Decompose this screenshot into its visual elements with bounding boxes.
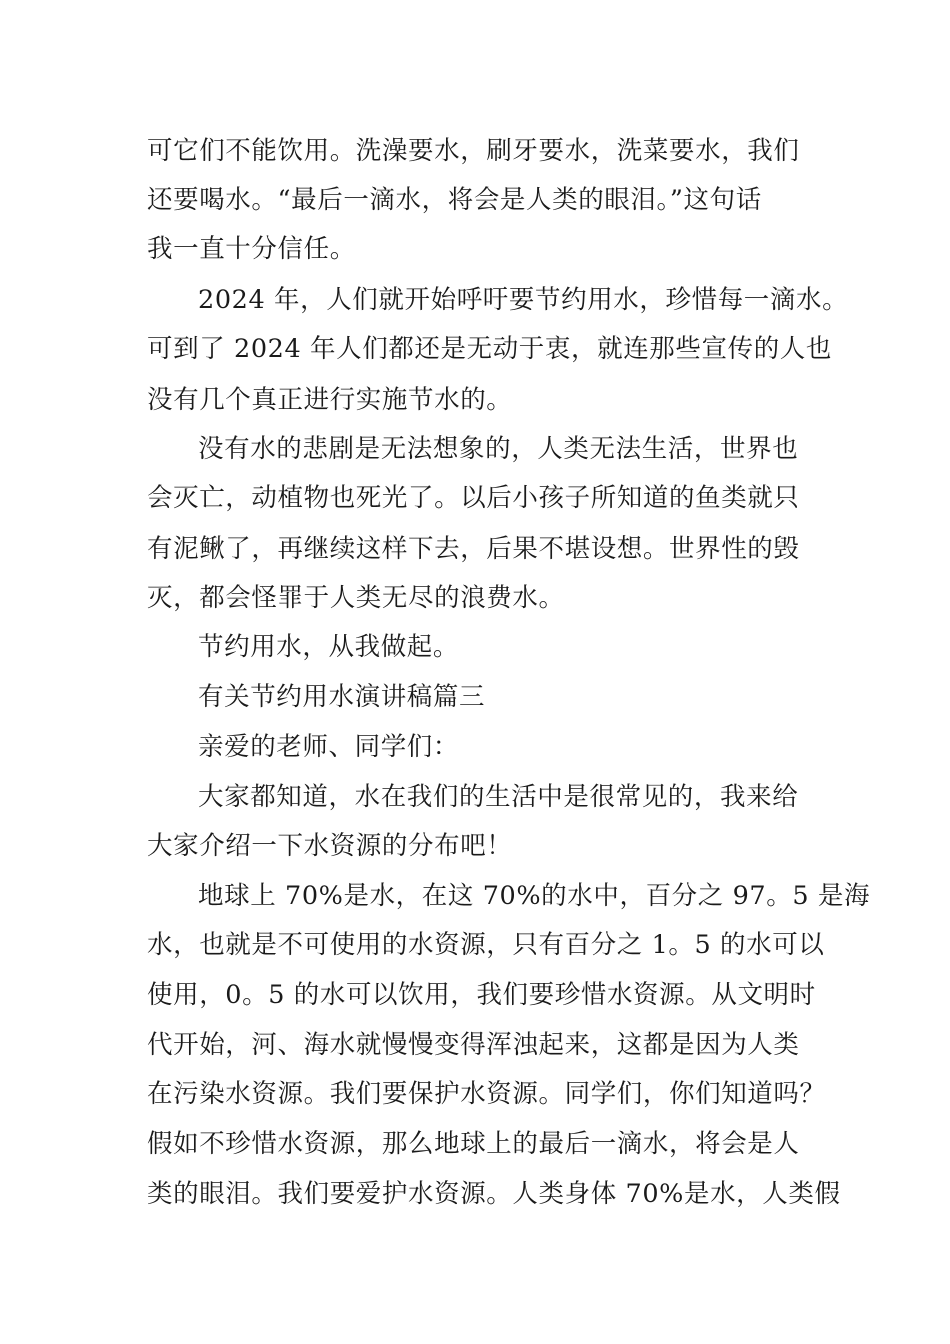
- text-line: 会灭亡，动植物也死光了。以后小孩子所知道的鱼类就只: [147, 483, 800, 513]
- text-line: 类的眼泪。我们要爱护水资源。人类身体 70%是水，人类假: [147, 1179, 841, 1209]
- text-line: 可它们不能饮用。洗澡要水，刷牙要水，洗菜要水，我们: [147, 136, 800, 166]
- paragraph-first-line: 地球上 70%是水，在这 70%的水中，百分之 97。5 是海: [198, 881, 871, 911]
- text-line: 水，也就是不可使用的水资源，只有百分之 1。5 的水可以: [147, 930, 825, 960]
- text-line: 还要喝水。“最后一滴水，将会是人类的眼泪。”这句话: [147, 185, 762, 215]
- paragraph-first-line: 2024 年，人们就开始呼吁要节约用水，珍惜每一滴水。: [198, 285, 849, 315]
- text-line: 假如不珍惜水资源，那么地球上的最后一滴水，将会是人: [147, 1129, 800, 1159]
- paragraph-first-line: 没有水的悲剧是无法想象的，人类无法生活，世界也: [198, 434, 799, 464]
- paragraph-first-line: 大家都知道，水在我们的生活中是很常见的，我来给: [198, 782, 799, 812]
- text-line: 在污染水资源。我们要保护水资源。同学们，你们知道吗？: [147, 1079, 826, 1109]
- text-line: 没有几个真正进行实施节水的。: [147, 385, 513, 415]
- text-line: 灭，都会怪罪于人类无尽的浪费水。: [147, 583, 565, 613]
- text-line: 使用，0。5 的水可以饮用，我们要珍惜水资源。从文明时: [147, 980, 816, 1010]
- paragraph-first-line: 节约用水，从我做起。: [198, 632, 460, 662]
- text-line: 代开始，河、海水就慢慢变得浑浊起来，这都是因为人类: [147, 1030, 800, 1060]
- text-line: 我一直十分信任。: [147, 234, 356, 264]
- text-line: 大家介绍一下水资源的分布吧！: [147, 831, 513, 861]
- salutation: 亲爱的老师、同学们：: [198, 732, 460, 762]
- text-line: 有泥鳅了，再继续这样下去，后果不堪设想。世界性的毁: [147, 534, 800, 564]
- text-line: 可到了 2024 年人们都还是无动于衷，就连那些宣传的人也: [147, 334, 833, 364]
- section-heading: 有关节约用水演讲稿篇三: [198, 682, 486, 712]
